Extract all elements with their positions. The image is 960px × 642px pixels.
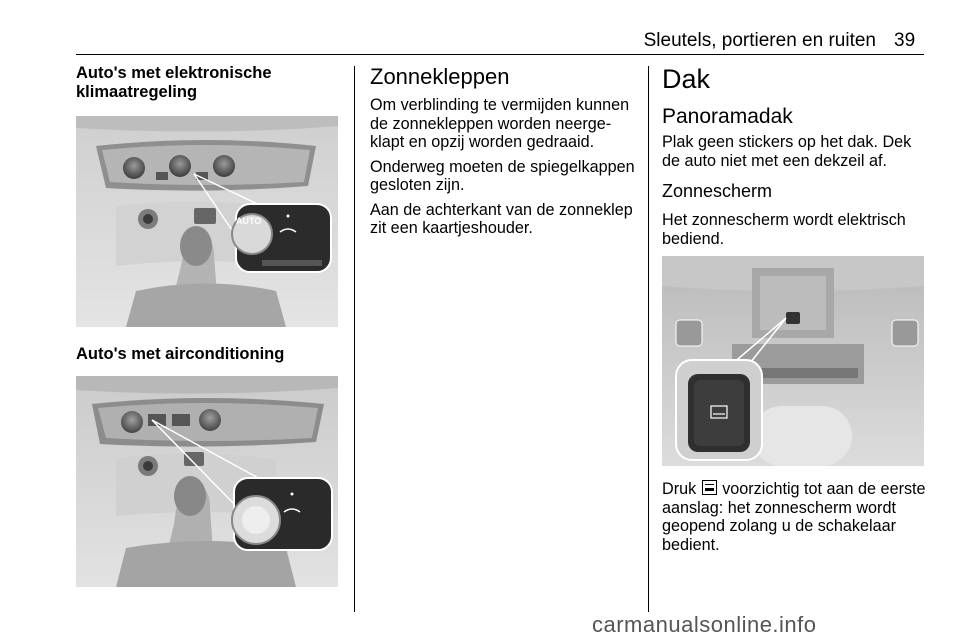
paragraph-zonnescherm: Het zonnescherm wordt elektrisch bediend. <box>662 211 906 248</box>
sunshade-button-icon <box>702 480 717 495</box>
figure-sunshade-switch <box>662 256 924 466</box>
column-divider-1 <box>354 66 355 612</box>
figure-airconditioning-console <box>76 376 338 587</box>
column-middle <box>370 64 636 238</box>
auto-label: AUTO <box>236 216 262 226</box>
paragraph-druk <box>662 480 928 554</box>
subheading-zonnescherm: Zonnescherm <box>662 181 773 201</box>
caption-airconditioning: Auto's met airconditioning <box>76 345 285 363</box>
druk-prefix: Druk <box>662 480 697 498</box>
caption-electronic-climate: Auto's met elektronische klimaatregeling <box>76 64 272 101</box>
column-right <box>662 64 928 554</box>
section-heading-dak: Dak <box>662 64 711 94</box>
header-title: Sleutels, portieren en ruiten <box>643 30 876 51</box>
paragraph-3: Aan de achterkant van de zonneklep zit een kaartjeshouder. <box>370 200 633 237</box>
subheading-panoramadak: Panoramadak <box>662 105 793 128</box>
header-rule <box>76 54 924 55</box>
paragraph-intro: Plak geen stickers op het dak. Dek de auto niet met een dekzeil af. <box>662 133 912 170</box>
column-left <box>76 64 342 587</box>
druk-suffix: voorzichtig tot aan de eerste aanslag: het zonnescherm wordt geopend zolang u de schakelaar bedient. <box>662 480 926 554</box>
column-divider-2 <box>648 66 649 612</box>
paragraph-1: Om verblinding te vermijden kunnen de zonnekleppen worden neerge-klapt en opzij worden gedraaid. <box>370 96 630 151</box>
paragraph-2: Onderweg moeten de spiegelkappen gesloten zijn. <box>370 157 635 194</box>
watermark: carmanualsonline.info <box>592 612 817 637</box>
section-heading-zonnekleppen: Zonnekleppen <box>370 64 510 89</box>
figure-climate-control-console <box>76 116 338 327</box>
page-number: 39 <box>894 30 916 51</box>
